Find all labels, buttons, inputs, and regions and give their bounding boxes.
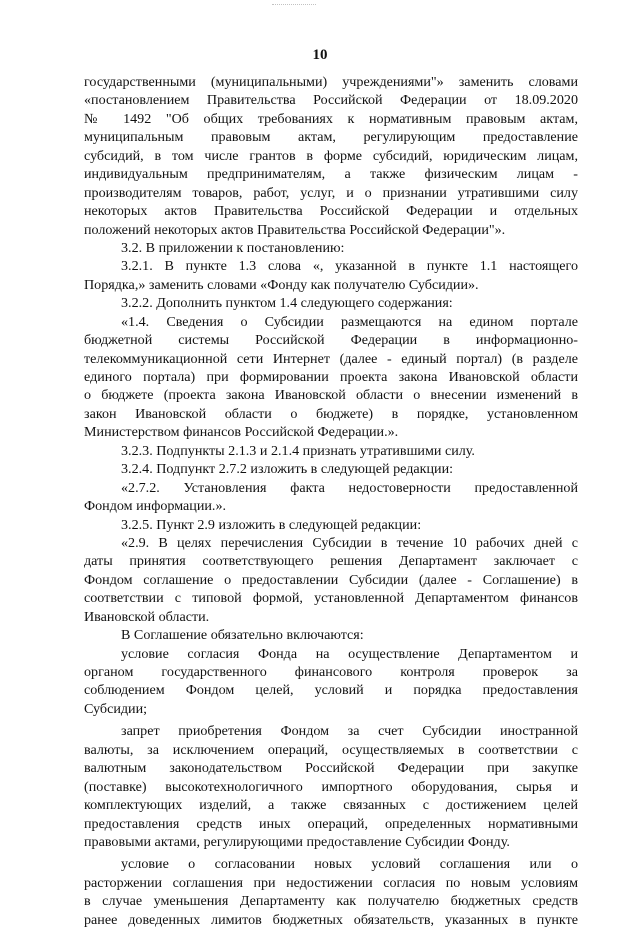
text-line: в случае уменьшения Департаменту как получателю бюджетных средств	[84, 893, 578, 910]
text-line: органом государственного финансового контроля проверок за	[84, 664, 578, 680]
text-line: муниципальным правовым актам, регулирующим предоставление	[84, 129, 578, 146]
text-line: Субсидии;	[84, 700, 148, 717]
text-line: бюджетной системы Российской Федерации в информационно-	[84, 332, 578, 349]
page-number: 10	[312, 47, 328, 63]
paragraph-agreement-includes: В Соглашение обязательно включаются:	[121, 627, 364, 644]
text-line: Ивановской области.	[84, 608, 210, 625]
text-line: комплектующих изделий, а также связанных с достижением целей	[84, 797, 578, 814]
scan-artifact	[272, 4, 316, 9]
text-line: валютным законодательством Российской Федерации при закупке	[84, 760, 578, 777]
paragraph-2-9: «2.9. В целях перечисления Субсидии в течение 10 рабочих дней с	[121, 534, 578, 551]
paragraph-2-7-2: «2.7.2. Установления факта недостоверности предоставленной	[121, 479, 578, 496]
text-line: телекоммуникационной сети Интернет (далее - единый портал) (в разделе	[84, 350, 578, 367]
text-line: ранее доведенных лимитов бюджетных обязательств, указанных в пункте	[84, 911, 578, 928]
paragraph-3-2: 3.2. В приложении к постановлению:	[121, 239, 345, 256]
paragraph-3-2-1: 3.2.1. В пункте 1.3 слова «, указанной в пункте 1.1 настоящего	[121, 258, 578, 275]
text-line: расторжении соглашения при недостижении согласия по новым условиям	[84, 874, 578, 891]
text-line: Министерством финансов Российской Федерации.».	[84, 424, 399, 441]
text-line: валюты, за исключением операций, осуществляемых в соответствии с	[84, 741, 578, 758]
text-line: единого портала) при формировании проекта закона Ивановской области	[84, 369, 578, 385]
text-line: Порядка,» заменить словами «Фонду как получателю Субсидии».	[84, 276, 479, 293]
text-line: государственными (муниципальными) учреждениями"» заменить словами	[84, 74, 578, 90]
paragraph-3-2-5: 3.2.5. Пункт 2.9 изложить в следующей редакции:	[121, 516, 422, 533]
text-line: № 1492 "Об общих требованиях к нормативным правовым актам,	[84, 110, 578, 127]
paragraph-3-2-3: 3.2.3. Подпункты 2.1.3 и 2.1.4 признать утратившими силу.	[121, 442, 475, 459]
text-line: индивидуальным предпринимателям, а также физическим лицам -	[84, 166, 578, 183]
text-line: положений некоторых актов Правительства Российской Федерации"».	[84, 221, 506, 238]
text-line: даты принятия соответствующего решения Департамент заключает с	[84, 553, 578, 570]
text-line: предоставления средств иных операций, определенных нормативными	[84, 815, 578, 832]
text-line: некоторых актов Правительства Российской Федерации и отдельных	[84, 203, 578, 220]
text-line: соответствии с типовой формой, установленной Департаментом финансов	[84, 590, 578, 607]
text-line: (поставке) высокотехнологичного импортного оборудования, сырья и	[84, 778, 578, 795]
text-line: субсидий, в том числе грантов в форме субсидий, юридическим лицам,	[84, 147, 578, 164]
text-line: правовыми актами, регулирующими предоставление Субсидии Фонду.	[84, 833, 510, 850]
text-line: Фондом информации.».	[84, 498, 227, 515]
text-line: Фондом соглашение о предоставлении Субсидии (далее - Соглашение) в	[84, 571, 578, 588]
text-line: «постановлением Правительства Российской Федерации от 18.09.2020	[84, 92, 578, 109]
text-line: закон Ивановской области о бюджете) в порядке, установленном	[84, 405, 578, 422]
paragraph-1-4: «1.4. Сведения о Субсидии размещаются на едином портале	[121, 313, 578, 330]
text-line: о бюджете (проекта закона Ивановской области о внесении изменений в	[84, 387, 578, 404]
paragraph-3-2-2: 3.2.2. Дополнить пунктом 1.4 следующего содержания:	[121, 295, 453, 312]
paragraph-consent-condition: условие согласия Фонда на осуществление Департаментом и	[121, 645, 578, 662]
paragraph-currency-ban: запрет приобретения Фондом за счет Субсидии иностранной	[121, 723, 578, 740]
paragraph-3-2-4: 3.2.4. Подпункт 2.7.2 изложить в следующей редакции:	[121, 461, 454, 478]
text-line: производителям товаров, работ, услуг, и о признании утратившими силу	[84, 184, 578, 201]
document-body	[84, 73, 578, 929]
paragraph-renegotiation-condition: условие о согласовании новых условий соглашения или о	[121, 856, 578, 873]
text-line: соблюдением Фондом целей, условий и порядка предоставления	[84, 682, 578, 699]
